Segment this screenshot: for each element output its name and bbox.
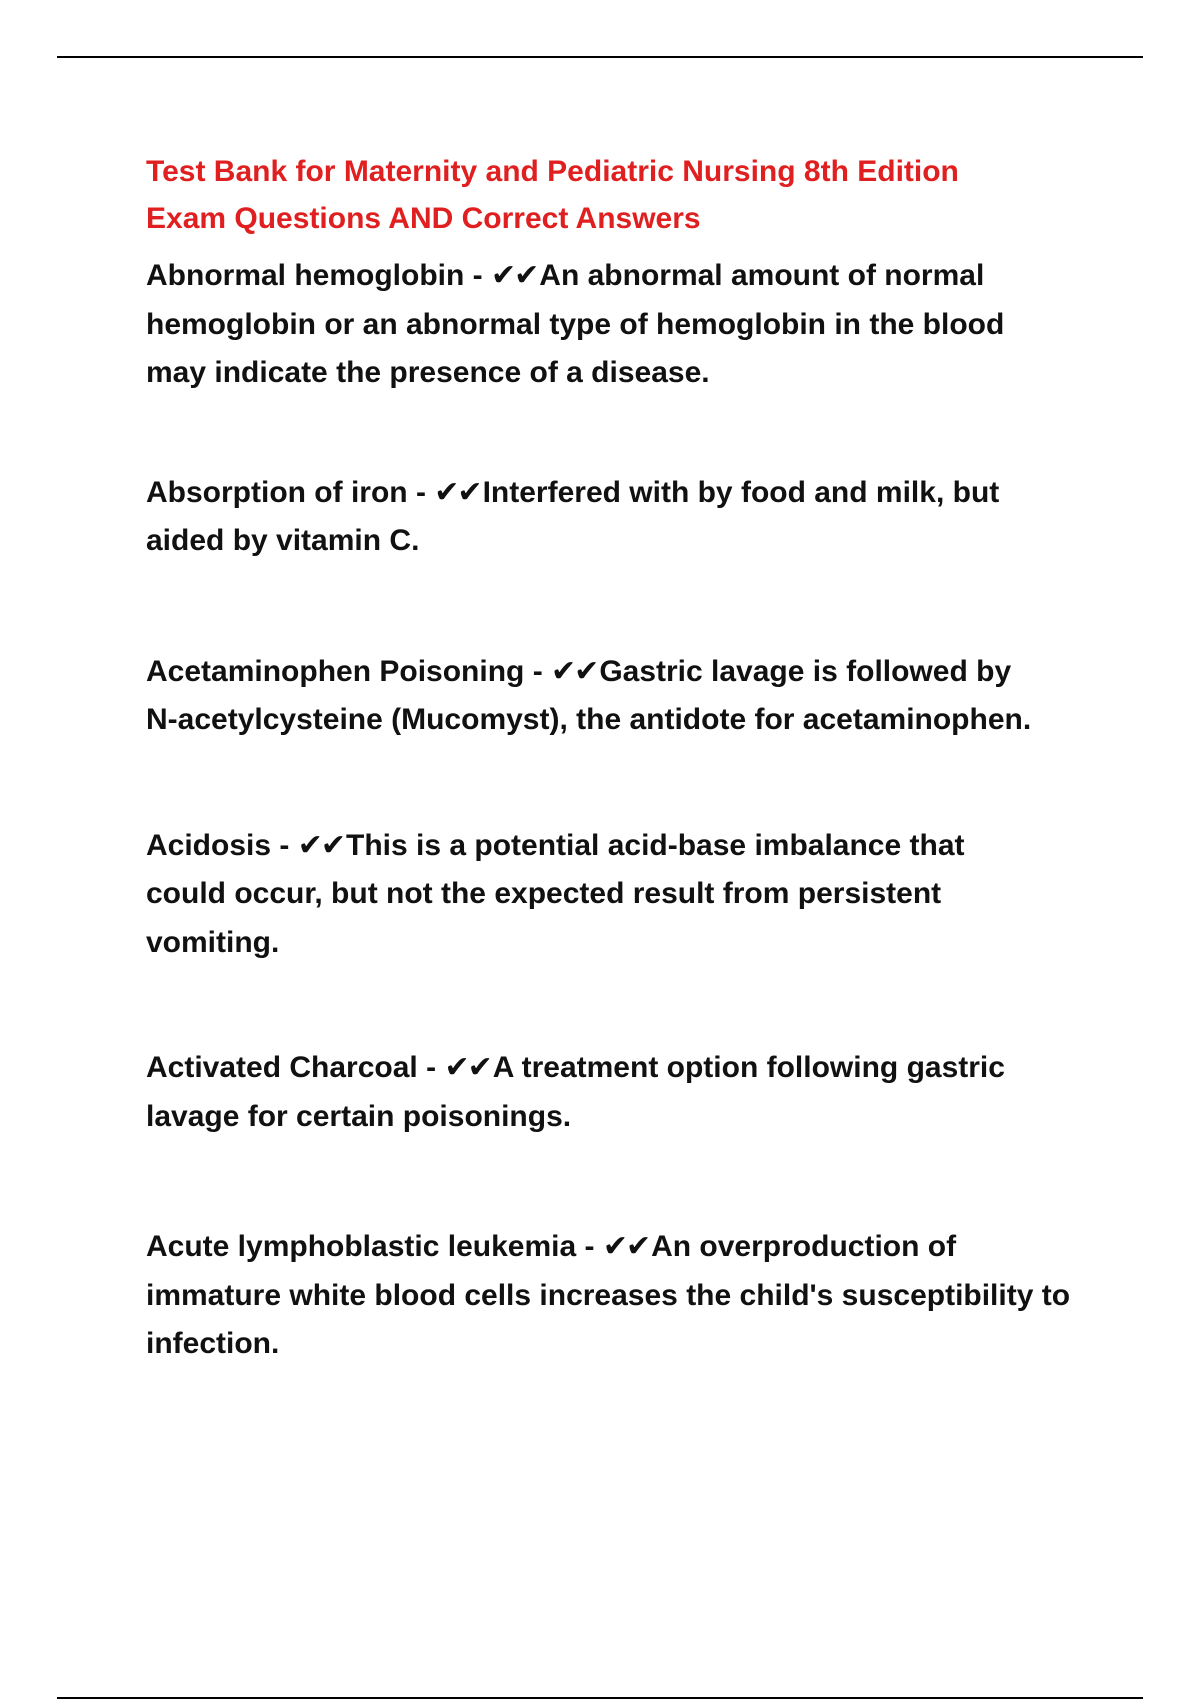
double-check-icon: ✔✔ bbox=[297, 827, 344, 863]
entry-term: Acidosis bbox=[146, 828, 272, 862]
qa-entry bbox=[146, 648, 1046, 745]
entry-separator: - bbox=[464, 259, 491, 292]
entry-term: Abnormal hemoglobin bbox=[146, 259, 465, 292]
qa-entry bbox=[146, 822, 1026, 968]
double-check-icon: ✔✔ bbox=[551, 653, 598, 689]
double-check-icon: ✔✔ bbox=[602, 1229, 650, 1264]
document-title bbox=[146, 148, 1086, 242]
entry-separator: - bbox=[271, 828, 298, 862]
qa-entry bbox=[146, 252, 1046, 398]
qa-entry bbox=[146, 1044, 1066, 1141]
entry-term: Activated Charcoal bbox=[146, 1051, 418, 1084]
document-body bbox=[146, 148, 1086, 1369]
double-check-icon: ✔✔ bbox=[444, 1050, 491, 1085]
entry-separator: - bbox=[524, 654, 552, 688]
title-line-2: Exam Questions AND Correct Answers bbox=[146, 202, 701, 235]
entry-term: Acute lymphoblastic leukemia bbox=[146, 1230, 577, 1263]
entry-definition: Gastric lavage is followed by N-acetylcysteine (Mucomyst), the antidote for acetaminophen. bbox=[146, 654, 1032, 736]
title-line-1: Test Bank for Maternity and Pediatric Nursing 8th Edition bbox=[146, 155, 959, 188]
entry-definition: Interfered with by food and milk, but aided by vitamin C. bbox=[146, 475, 1000, 557]
top-rule bbox=[57, 56, 1143, 58]
entry-separator: - bbox=[417, 1051, 445, 1084]
entry-definition: This is a potential acid-base imbalance that could occur, but not the expected result from persistent vomiting. bbox=[146, 828, 965, 959]
qa-entry bbox=[146, 469, 1066, 566]
entry-separator: - bbox=[576, 1230, 603, 1263]
double-check-icon: ✔✔ bbox=[491, 258, 538, 293]
entry-definition: An abnormal amount of normal hemoglobin or an abnormal type of hemoglobin in the blood may indicate the presence of a disease. bbox=[146, 259, 1005, 389]
double-check-icon: ✔✔ bbox=[434, 474, 481, 510]
bottom-rule bbox=[57, 1697, 1143, 1699]
qa-entry bbox=[146, 1223, 1086, 1369]
entry-term: Absorption of iron bbox=[146, 475, 408, 509]
entry-term: Acetaminophen Poisoning bbox=[146, 654, 525, 688]
entry-separator: - bbox=[407, 475, 435, 509]
entry-definition: An overproduction of immature white blood cells increases the child's susceptibility to infection. bbox=[146, 1230, 1071, 1360]
entry-definition: A treatment option following gastric lavage for certain poisonings. bbox=[146, 1051, 1005, 1133]
